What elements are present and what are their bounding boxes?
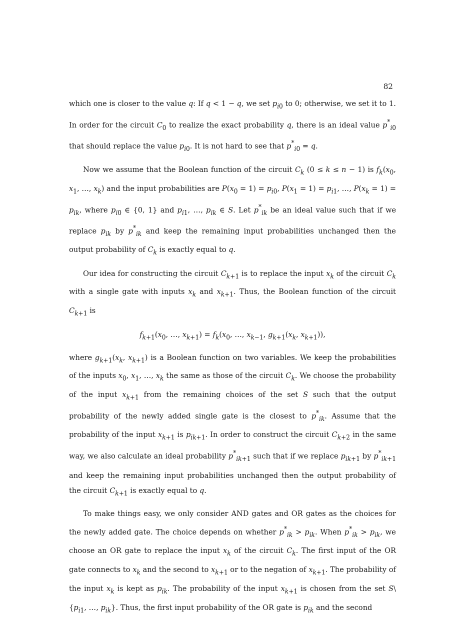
paragraph-3: Our idea for constructing the circuit $C_{k+1}$ is to replace the input $x_k$ of the circuit $C_k$ with a single gate with inputs $x_k$ and $x_{k+1}$. Thus, the Boolean function of the circuit $C_{k+1}$ is — [69, 268, 396, 318]
equation: $f_{k+1}(x_0$, …, $x_{k+1}) = f_k(x_0$, …, $x_{k-1}$, $g_{k+1}(x_k$, $x_{k+1}$)), — [139, 329, 326, 342]
paragraph-2: Now we assume that the Boolean function of the circuit $C_k$ (0 ≤ k ≤ n − 1) is $f_k(x_0$, $x_1$, …, $x_k$) and the input probabilities are $P(x_0 = 1) = p_{i0}$, $P(x_1 = 1) = p_{i1}$, …, $P(x_k = 1) = p_{ik}$, where $p_{i0}$ ∈ {0, 1} and $p_{i1}$, …, $p_{ik}$ ∈ S. Let $p^*_{ik}$ be an ideal value such that if we replace $p_{ik}$ by $p^*_{ik}$ and keep the remaining input probabilities unchanged then the output probability of $C_k$ is exactly equal to q. — [69, 164, 397, 257]
paragraph-1: which one is closer to the value q: If q < 1 − q, we set $p_{i0}$ to 0; otherwise, we set it to 1. In order for the circuit $C_0$ to realize the exact probability q, there is an ideal value $p^*_{i0}$ that should replace the value $p_{i0}$. It is not hard to see that $p^*_{i0} = q$. — [69, 99, 397, 154]
page-number: 82 — [383, 82, 393, 91]
paragraph-5: To make things easy, we only consider AND gates and OR gates as the choices for the newly added gate. The choice depends on whether $p^*_{ik} > p_{ik}$. When $p^*_{ik} > p_{ik}$, we choose an OR gate to replace the input $x_k$ of the circuit $C_k$. The first input of the OR gate connects to $x_k$ and the second to $x_{k+1}$ or to the negation of $x_{k+1}$. The probability of the input $x_k$ is kept as $p_{ik}$. The probability of the input $x_{k+1}$ is chosen from the set $S\backslash\{p_{i1}$, …, $p_{ik}$}. Thus, the first input probability of the OR gate is $p_{ik}$ and the second — [69, 509, 396, 614]
paragraph-4: where $g_{k+1}(x_k$, $x_{k+1}$) is a Boolean function on two variables. We keep the probabilities of the inputs $x_0$, $x_1$, …, $x_k$ the same as those of the circuit $C_k$. We choose the probability of the input $x_{k+1}$ from the remaining choices of the set S such that the output probability of the newly added single gate is the closest to $p^*_{ik}$. Assume that the probability of the input $x_{k+1}$ is $p_{ik+1}$. In order to construct the circuit $C_{k+2}$ in the same way, we also calculate an ideal probability $p^*_{ik+1}$ such that if we replace $p_{ik+1}$ by $p^*_{ik+1}$ and keep the remaining input probabilities unchanged then the output probability of the circuit $C_{k+1}$ is exactly equal to q. — [69, 352, 397, 498]
body-text — [69, 96, 396, 623]
